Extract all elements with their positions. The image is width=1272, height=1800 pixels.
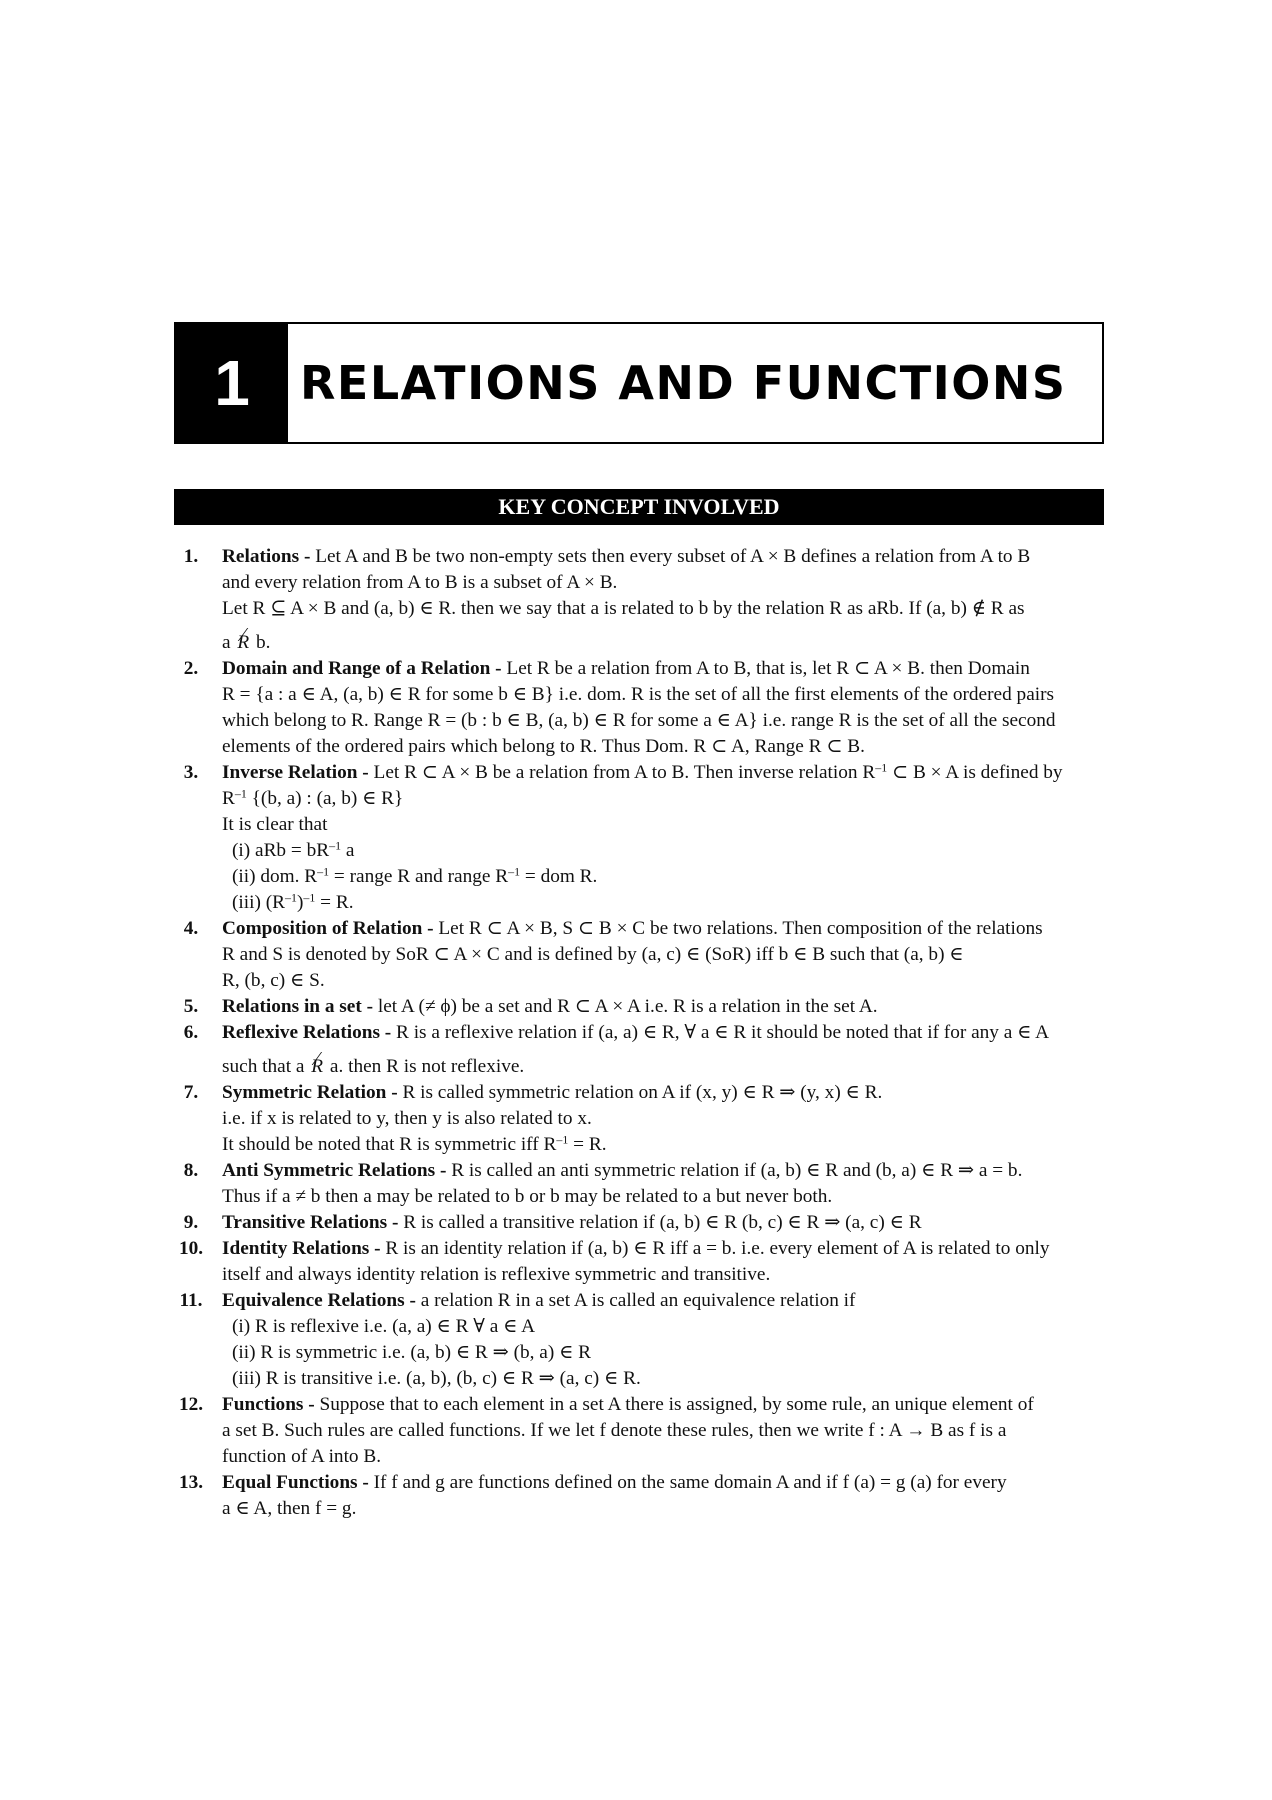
item-term: Transitive Relations - (222, 1212, 399, 1233)
text-line: let A (≠ ϕ) be a set and R ⊂ A × A i.e. R is a relation in the set A. (373, 996, 878, 1017)
sub-item: a (341, 840, 355, 861)
item-number: 12. (178, 1394, 204, 1415)
text-line: a. then R is not reflexive. (325, 1056, 525, 1077)
text-line: If f and g are functions defined on the same domain A and if f (a) = g (a) for every (368, 1472, 1007, 1493)
list-item (160, 1470, 1104, 1522)
text-line: and every relation from A to B is a subset of A × B. (222, 572, 618, 593)
item-term: Relations - (222, 546, 311, 567)
superscript: –1 (875, 760, 888, 775)
text-line: R is a reflexive relation if (a, a) ∈ R, ∀ a ∈ R it should be noted that if for any a ∈ A (391, 1022, 1050, 1043)
item-number: 13. (178, 1472, 204, 1493)
chapter-number: 1 (176, 324, 288, 442)
text-line: a relation R in a set A is called an equivalence relation if (415, 1290, 856, 1311)
chapter-title: RELATIONS AND FUNCTIONS (300, 356, 1067, 410)
sub-item: = range R and range R (329, 866, 509, 887)
list-item (160, 1210, 1104, 1236)
section-title: KEY CONCEPT INVOLVED (174, 489, 1104, 525)
text-line: Let R ⊆ A × B and (a, b) ∈ R. then we say that a is related to b by the relation R as aRb. If (a, b) ∉ R as (222, 598, 1025, 619)
text-line: b. (251, 632, 271, 653)
item-term: Reflexive Relations - (222, 1022, 392, 1043)
superscript: –1 (556, 1132, 569, 1147)
item-number: 4. (183, 918, 199, 939)
sub-item: (iii) (R (232, 892, 286, 913)
text-line: R and S is denoted by SoR ⊂ A × C and is defined by (a, c) ∈ (SoR) iff b ∈ B such that (a, b) ∈ (222, 944, 964, 965)
item-number: 2. (183, 658, 199, 679)
text-line: i.e. if x is related to y, then y is also related to x. (222, 1108, 592, 1129)
item-term: Relations in a set - (222, 996, 374, 1017)
text-line: a ∈ A, then f = g. (222, 1498, 357, 1519)
list-item (160, 1236, 1104, 1288)
list-item (160, 1020, 1104, 1080)
text-line: = R. (568, 1134, 607, 1155)
item-term: Anti Symmetric Relations - (222, 1160, 447, 1181)
list-item (160, 1158, 1104, 1210)
item-number: 9. (183, 1212, 199, 1233)
text-line: Let R be a relation from A to B, that is, let R ⊂ A × B. then Domain (501, 658, 1030, 679)
item-term: Equal Functions - (222, 1472, 369, 1493)
item-number: 11. (179, 1290, 203, 1311)
text-line: R is called a transitive relation if (a, b) ∈ R (b, c) ∈ R ⇒ (a, c) ∈ R (398, 1212, 922, 1233)
text-line: R is called symmetric relation on A if (x, y) ∈ R ⇒ (y, x) ∈ R. (397, 1082, 883, 1103)
text-line: R = {a : a ∈ A, (a, b) ∈ R for some b ∈ B} i.e. dom. R is the set of all the first elements of the ordered pairs (222, 684, 1055, 705)
sub-item: (iii) R is transitive i.e. (a, b), (b, c) ∈ R ⇒ (a, c) ∈ R. (232, 1368, 641, 1389)
text-line: It is clear that (222, 814, 328, 835)
text-line: function of A into B. (222, 1446, 382, 1467)
list-item (160, 544, 1104, 656)
text-line: {(b, a) : (a, b) ∈ R} (246, 788, 404, 809)
text-line: R is called an anti symmetric relation if (a, b) ∈ R and (b, a) ∈ R ⇒ a = b. (446, 1160, 1023, 1181)
sub-item: (i) aRb = bR (232, 840, 330, 861)
item-number: 7. (183, 1082, 199, 1103)
list-item (160, 916, 1104, 994)
item-term: Functions - (222, 1394, 315, 1415)
chapter-heading (174, 322, 1104, 444)
sub-item: ) (296, 892, 304, 913)
list-item (160, 994, 1104, 1020)
item-term: Identity Relations - (222, 1238, 381, 1259)
superscript: –1 (285, 890, 297, 905)
sub-item: (i) R is reflexive i.e. (a, a) ∈ R ∀ a ∈ A (232, 1316, 536, 1337)
list-item (160, 1080, 1104, 1158)
text-line: R (222, 788, 235, 809)
text-line: R is an identity relation if (a, b) ∈ R iff a = b. i.e. every element of A is related to only (380, 1238, 1050, 1259)
text-line: such that a (222, 1056, 310, 1077)
item-number: 5. (183, 996, 199, 1017)
sub-item: = R. (315, 892, 354, 913)
item-term: Inverse Relation - (222, 762, 369, 783)
not-related-symbol: R ⁄ (309, 1054, 325, 1080)
sub-item: (ii) R is symmetric i.e. (a, b) ∈ R ⇒ (b, a) ∈ R (232, 1342, 592, 1363)
item-number: 6. (183, 1022, 199, 1043)
text-line: Let A and B be two non-empty sets then every subset of A × B defines a relation from A to B (310, 546, 1031, 567)
text-line: Let R ⊂ A × B be a relation from A to B. Then inverse relation R (368, 762, 876, 783)
sub-item: = dom R. (520, 866, 598, 887)
text-line: which belong to R. Range R = (b : b ∈ B, (a, b) ∈ R for some a ∈ A} i.e. range R is the set of all the second (222, 710, 1056, 731)
text-line: It should be noted that R is symmetric iff R (222, 1134, 557, 1155)
item-term: Equivalence Relations - (222, 1290, 416, 1311)
sub-item: (ii) dom. R (232, 866, 318, 887)
item-number: 1. (183, 546, 199, 567)
text-line: Suppose that to each element in a set A there is assigned, by some rule, an unique element of (314, 1394, 1034, 1415)
superscript: –1 (303, 890, 316, 905)
text-line: R, (b, c) ∈ S. (222, 970, 325, 991)
list-item (160, 656, 1104, 760)
list-item (160, 1392, 1104, 1470)
text-line: Let R ⊂ A × B, S ⊂ B × C be two relations. Then composition of the relations (433, 918, 1043, 939)
text-line: itself and always identity relation is reflexive symmetric and transitive. (222, 1264, 771, 1285)
superscript: –1 (508, 864, 521, 879)
superscript: –1 (234, 786, 247, 801)
item-number: 10. (178, 1238, 204, 1259)
superscript: –1 (329, 838, 342, 853)
text-line: elements of the ordered pairs which belong to R. Thus Dom. R ⊂ A, Range R ⊂ B. (222, 736, 865, 757)
item-term: Composition of Relation - (222, 918, 434, 939)
concept-list (160, 544, 1104, 1522)
item-number: 3. (183, 762, 199, 783)
text-line: a set B. Such rules are called functions. If we let f denote these rules, then we write f : A → B as f is a (222, 1420, 1007, 1441)
not-related-symbol: R ⁄ (235, 630, 251, 656)
text-line: ⊂ B × A is defined by (887, 762, 1063, 783)
text-line: Thus if a ≠ b then a may be related to b or b may be related to a but never both. (222, 1186, 833, 1207)
item-term: Domain and Range of a Relation - (222, 658, 502, 679)
text-line: a (222, 632, 236, 653)
list-item (160, 760, 1104, 916)
superscript: –1 (317, 864, 330, 879)
list-item (160, 1288, 1104, 1392)
item-term: Symmetric Relation - (222, 1082, 398, 1103)
item-number: 8. (183, 1160, 199, 1181)
